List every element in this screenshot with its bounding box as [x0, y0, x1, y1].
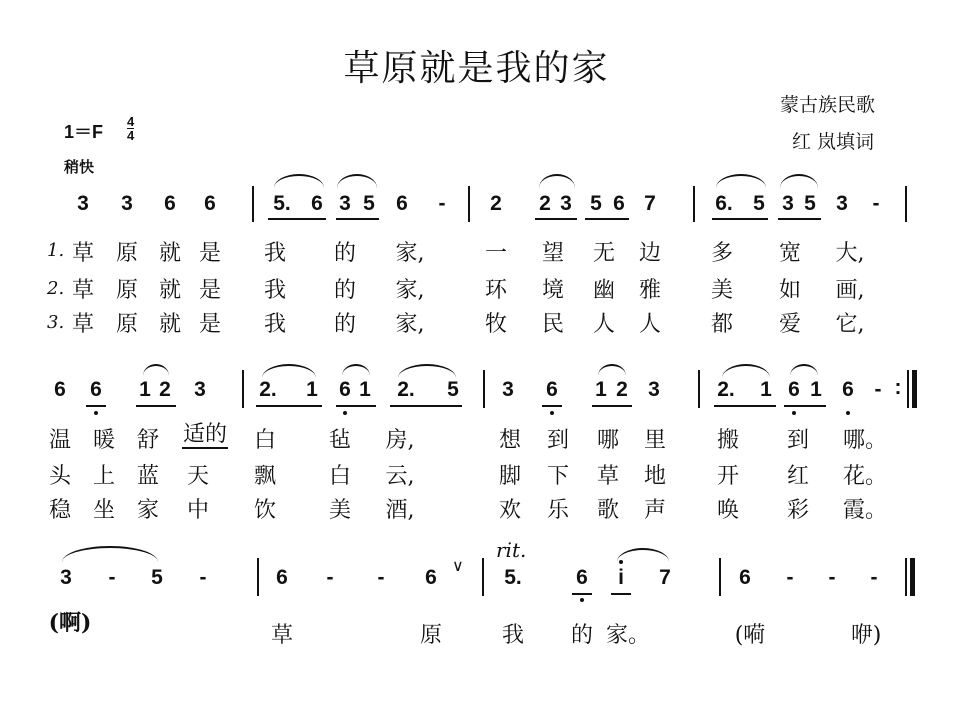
lyric: 想: [498, 428, 521, 453]
lyric: 上: [92, 464, 115, 489]
lyric: 是: [198, 278, 221, 303]
note: 3: [121, 192, 133, 215]
underline: [712, 218, 768, 220]
barline: [698, 370, 700, 408]
lyric: 搬: [716, 428, 739, 453]
octave-dot: [550, 411, 554, 415]
dash: -: [874, 378, 882, 401]
lyric: 歌: [596, 498, 619, 523]
lyric: 声: [643, 498, 666, 523]
lyric: (啊): [48, 610, 92, 636]
barline: [482, 558, 484, 596]
note: 1: [139, 378, 151, 401]
dash: -: [872, 192, 880, 215]
lyric: 原: [115, 312, 138, 337]
breath-mark: ∨: [452, 556, 464, 575]
lyric: 幽: [592, 278, 615, 303]
note: 5: [363, 192, 375, 215]
underline: [136, 405, 176, 407]
underline: [256, 405, 322, 407]
barline: [468, 186, 470, 222]
underline: [572, 593, 592, 595]
slur: [780, 174, 818, 188]
note: 5: [151, 566, 163, 589]
lyric: 彩: [786, 498, 809, 523]
lyric: 我: [501, 623, 524, 648]
lyric: 里: [643, 428, 666, 453]
underline: [390, 405, 462, 407]
note: 6: [425, 566, 437, 589]
note: 2.: [259, 378, 277, 401]
lyric: 美: [328, 498, 351, 523]
note: 6: [613, 192, 625, 215]
origin-credit: 蒙古族民歌: [780, 94, 876, 116]
time-signature-bottom: 4: [127, 128, 135, 143]
lyric: 如: [778, 278, 801, 303]
slur: [722, 364, 770, 378]
lyric: 暖: [92, 428, 115, 453]
lyric: 环: [484, 278, 507, 303]
barline: [693, 186, 695, 222]
slur: [143, 364, 169, 376]
lyric: 家,: [395, 278, 425, 303]
lyric: 稳: [48, 498, 71, 523]
dash: -: [199, 566, 207, 589]
underline: [86, 405, 106, 407]
lyric: 哪。: [843, 428, 888, 453]
lyric: 的: [570, 623, 593, 648]
lyric: 人: [638, 312, 661, 337]
note: 7: [659, 566, 671, 589]
song-title: 草原就是我的家: [343, 48, 610, 89]
lyric: 原: [419, 623, 442, 648]
octave-dot: [846, 411, 850, 415]
octave-dot: [343, 411, 347, 415]
lyric: 唤: [716, 498, 739, 523]
note: 3: [648, 378, 660, 401]
barline: [719, 558, 721, 596]
lyric: 宽: [778, 241, 801, 266]
lyric: 家。: [605, 623, 650, 648]
lyric: 民: [541, 312, 564, 337]
lyric: 画,: [835, 278, 865, 303]
lyric: 家,: [395, 312, 425, 337]
slur: [262, 364, 316, 378]
dash: -: [828, 566, 836, 589]
lyricist-credit: 红 岚填词: [792, 131, 875, 153]
underline: [778, 218, 821, 220]
lyric: 蓝: [136, 464, 159, 489]
lyric: 原: [115, 278, 138, 303]
note: 2: [159, 378, 171, 401]
underline: [714, 405, 776, 407]
lyric: 头: [48, 464, 71, 489]
underline: [784, 405, 826, 407]
note: 6: [90, 378, 102, 401]
lyric: 花。: [843, 464, 888, 489]
note: 1: [810, 378, 822, 401]
lyric: 乐: [546, 498, 569, 523]
octave-dot: [580, 598, 584, 602]
lyric: 望: [541, 241, 564, 266]
dash: -: [108, 566, 116, 589]
lyric: 温: [48, 428, 71, 453]
note: 2: [539, 192, 551, 215]
slur: [716, 174, 766, 188]
note: 5.: [504, 566, 522, 589]
underline: [585, 218, 629, 220]
note: 2: [490, 192, 502, 215]
lyric: 草: [71, 312, 94, 337]
lyric: 云,: [385, 464, 415, 489]
repeat-dots: :: [894, 376, 902, 399]
note: 1: [306, 378, 318, 401]
note: 6: [339, 378, 351, 401]
lyric: 哪: [596, 428, 619, 453]
slur: [342, 364, 370, 376]
lyric: 地: [643, 464, 666, 489]
lyric: 境: [541, 278, 564, 303]
octave-dot: [792, 411, 796, 415]
ritardando-mark: rit.: [496, 538, 527, 562]
note: 3: [77, 192, 89, 215]
lyric: 原: [115, 241, 138, 266]
lyric: 下: [546, 464, 569, 489]
lyric: 白: [328, 464, 351, 489]
lyric: 白: [253, 428, 276, 453]
note: 6: [204, 192, 216, 215]
underline: [336, 405, 376, 407]
lyric: 它,: [835, 312, 865, 337]
lyric: 是: [198, 241, 221, 266]
time-signature-top: 4: [127, 114, 135, 129]
lyric: 无: [592, 241, 615, 266]
underline: [535, 218, 577, 220]
note: 3: [782, 192, 794, 215]
lyric: 酒,: [385, 498, 415, 523]
lyric: 咿): [850, 623, 882, 648]
note: 3: [560, 192, 572, 215]
note: 7: [644, 192, 656, 215]
verse-number: 3.: [47, 312, 65, 333]
note: 3: [60, 566, 72, 589]
note: 5.: [273, 192, 291, 215]
slur: [398, 364, 456, 378]
lyric: 一: [484, 241, 507, 266]
note: 6: [739, 566, 751, 589]
lyric: 脚: [498, 464, 521, 489]
lyric: (嗬: [734, 623, 766, 648]
note: 6: [164, 192, 176, 215]
note: 3: [836, 192, 848, 215]
slur: [598, 364, 626, 376]
note: 6: [54, 378, 66, 401]
slur: [274, 174, 324, 188]
lyric: 欢: [498, 498, 521, 523]
lyric: 房,: [385, 428, 415, 453]
note: 6.: [715, 192, 733, 215]
lyric: 边: [638, 241, 661, 266]
lyric: 草: [71, 241, 94, 266]
barline: [483, 370, 485, 408]
note: 1: [359, 378, 371, 401]
lyric: 舒: [136, 428, 159, 453]
dash: -: [377, 566, 385, 589]
note: 5: [804, 192, 816, 215]
lyric: 就: [158, 241, 181, 266]
note: 6: [396, 192, 408, 215]
lyric: 人: [592, 312, 615, 337]
lyric: 多: [710, 241, 733, 266]
end-repeat-barline: [912, 370, 917, 408]
underline: [268, 218, 326, 220]
final-barline: [905, 558, 907, 596]
octave-dot: [94, 411, 98, 415]
lyric: 我: [263, 312, 286, 337]
lyric: 家: [136, 498, 159, 523]
lyric: 雅: [638, 278, 661, 303]
lyric: 开: [716, 464, 739, 489]
final-barline: [910, 558, 915, 596]
barline: [242, 370, 244, 408]
note: 2: [616, 378, 628, 401]
note: 6: [788, 378, 800, 401]
note: 2.: [717, 378, 735, 401]
lyric: 我: [263, 241, 286, 266]
note: 1: [760, 378, 772, 401]
lyric: 就: [158, 278, 181, 303]
underline: [611, 593, 631, 595]
lyric: 大,: [835, 241, 865, 266]
note: 3: [502, 378, 514, 401]
verse-number: 2.: [47, 278, 65, 299]
slur: [539, 174, 575, 188]
lyric: 我: [263, 278, 286, 303]
note: 5: [447, 378, 459, 401]
lyric: 美: [710, 278, 733, 303]
lyric: 坐: [92, 498, 115, 523]
lyric: 草: [596, 464, 619, 489]
underline: [592, 405, 632, 407]
key-signature: 1＝F: [64, 122, 104, 142]
barline: [252, 186, 254, 222]
dash: -: [786, 566, 794, 589]
lyric: 饮: [253, 498, 276, 523]
note: 6: [276, 566, 288, 589]
note: 6: [576, 566, 588, 589]
lyric: 的: [333, 312, 356, 337]
note: 3: [194, 378, 206, 401]
lyric: 到: [786, 428, 809, 453]
lyric: 飘: [253, 464, 276, 489]
underline: [542, 405, 562, 407]
note: 5: [590, 192, 602, 215]
lyric: 霞。: [843, 498, 888, 523]
slur: [337, 174, 377, 188]
note: 3: [339, 192, 351, 215]
note: 5: [753, 192, 765, 215]
note: 6: [311, 192, 323, 215]
note: 1: [595, 378, 607, 401]
lyric: 就: [158, 312, 181, 337]
underline: [336, 218, 379, 220]
lyric: 是: [198, 312, 221, 337]
note: 6: [546, 378, 558, 401]
tempo-marking: 稍快: [64, 158, 95, 176]
lyric: 爱: [778, 312, 801, 337]
lyric: 草: [71, 278, 94, 303]
dash: -: [438, 192, 446, 215]
lyric: 的: [333, 241, 356, 266]
lyric: 天: [186, 464, 209, 489]
lyric: 红: [786, 464, 809, 489]
lyric: 适的: [182, 422, 227, 447]
barline: [905, 186, 907, 222]
lyric: 草: [270, 623, 293, 648]
slur: [62, 546, 158, 562]
note: i: [618, 566, 624, 589]
dash: -: [870, 566, 878, 589]
lyric: 牧: [484, 312, 507, 337]
lyric: 中: [186, 498, 209, 523]
note: 6: [842, 378, 854, 401]
note: 2.: [397, 378, 415, 401]
verse-number: 1.: [47, 240, 65, 261]
lyric: 毡: [328, 428, 351, 453]
end-repeat-barline: [907, 370, 909, 408]
slur: [617, 548, 669, 562]
lyric: 到: [546, 428, 569, 453]
barline: [257, 558, 259, 596]
slur: [790, 364, 818, 376]
lyric: 的: [333, 278, 356, 303]
lyric: 都: [710, 312, 733, 337]
lyric: 家,: [395, 241, 425, 266]
dash: -: [326, 566, 334, 589]
time-signature: [127, 115, 134, 142]
